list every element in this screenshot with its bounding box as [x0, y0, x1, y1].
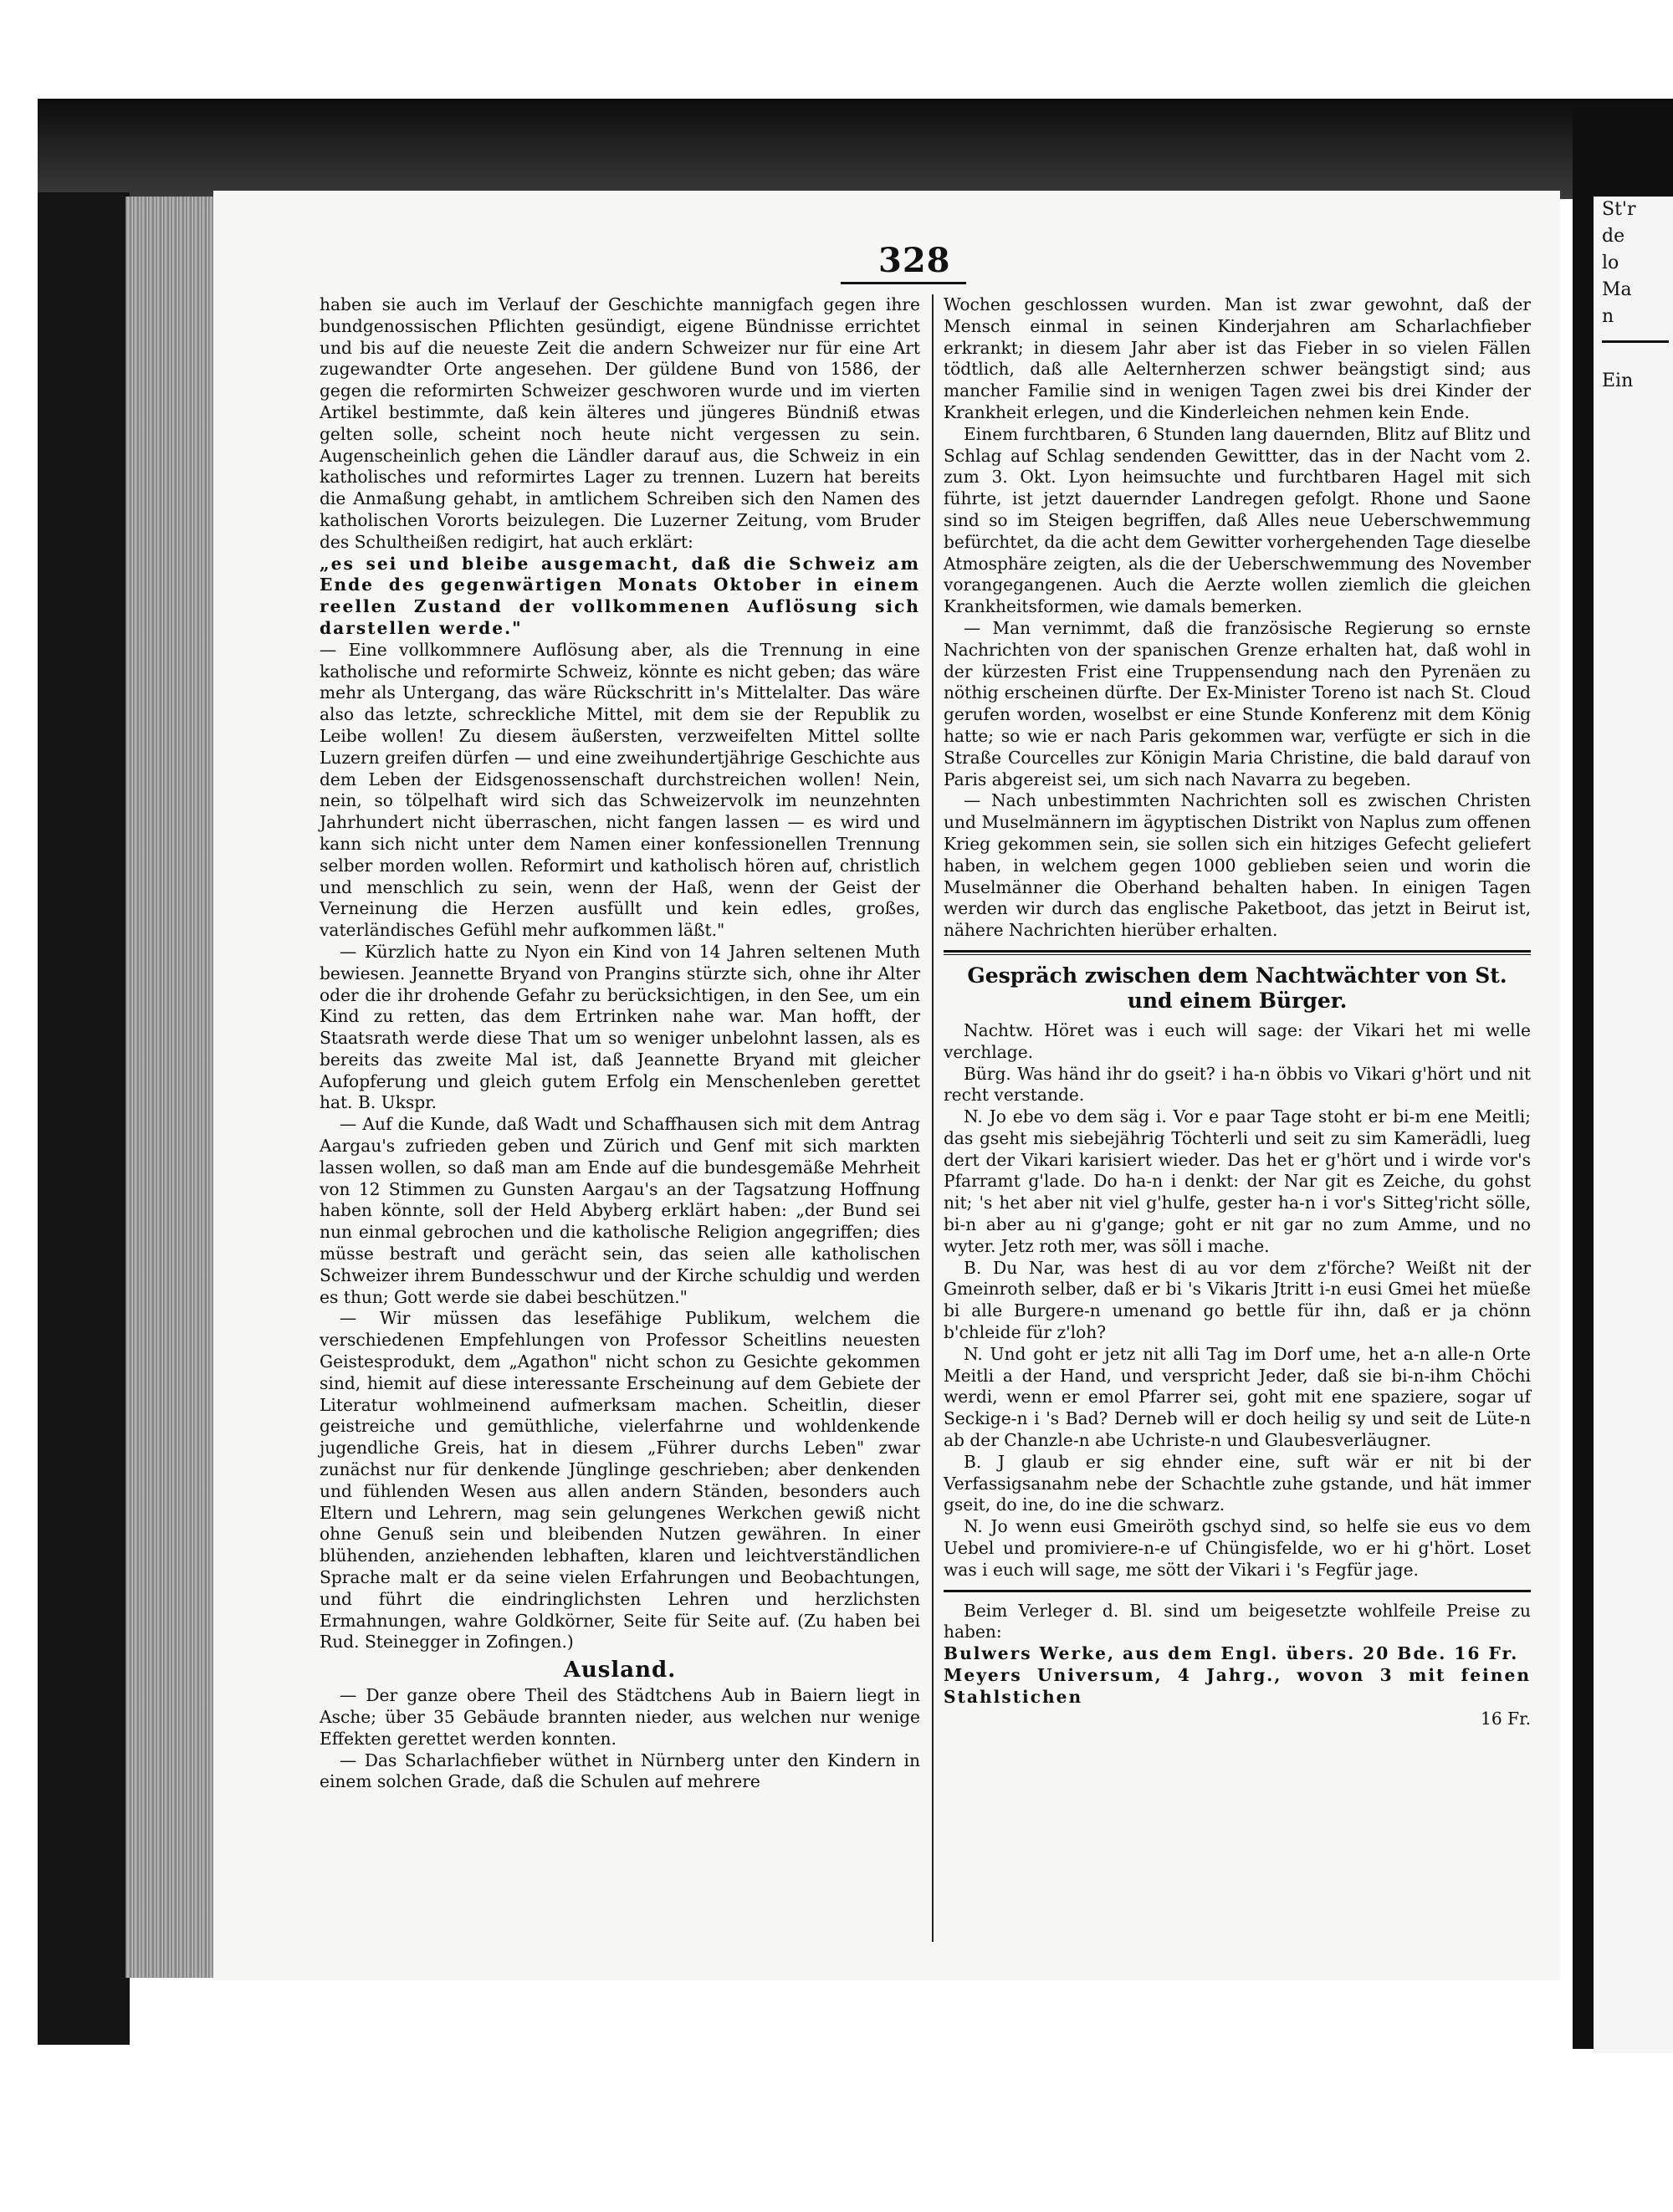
article-paragraph: Wochen geschlossen wurden. Man ist zwar gewohnt, daß der Mensch einmal in seinen Kinderjahren am Scharlachfieber erkrankt; in diesem Jahr aber ist das Fieber in so vielen Fällen tödtlich, daß alle Aelternherzen schwer beängstigt sind; aus mancher Familie sind in wenigen Tagen zwei bis drei Kinder der Krankheit erlegen, und die Kinderleichen nehmen kein Ende. [944, 294, 1531, 422]
dialogue-line: N. Jo wenn eusi Gmeiröth gschyd sind, so helfe sie eus vo dem Uebel und promiviere-n-e uf Chüngisfelde, wo er hi g'hört. Loset was i euch will sage, me sött der Vikari i 's Fegfür jage. [944, 1516, 1531, 1580]
scanner-shadow-left [38, 192, 130, 2045]
dialogue-line: Bürg. Was händ ihr do gseit? i ha-n öbbis vo Vikari g'hört und nit recht verstande. [944, 1063, 1531, 1106]
next-page-line: Ein [1602, 370, 1634, 391]
news-item: — Der ganze obere Theil des Städtchens Aub in Baiern liegt in Asche; über 35 Gebäude brannten nieder, aus welchen nur wenige Effekten gerettet werden konnten. [320, 1685, 920, 1749]
page-number: 328 [878, 241, 951, 280]
article-paragraph: haben sie auch im Verlauf der Geschichte mannigfach gegen ihre bundgenossischen Pflichten gesündigt, eigene Bündnisse errichtet und bis auf die neueste Zeit die andern Schweizer nur für eine Art zugewandter Orte angesehen. Der güldene Bund von 1586, der gegen die reformirten Schweizer geschworen wurde und im vierten Artikel bestimmte, daß kein älteres und jüngeres Bündniß etwas gelten solle, scheint noch heute nicht vergessen zu sein. Augenscheinlich gehen die Ländler darauf aus, die Schweiz in ein katholisches und reformirtes Lager zu trennen. Luzern hat bereits die Anmaßung gehabt, in amtlichem Schreiben sich den Namen des katholischen Vororts beizulegen. Die Luzerner Zeitung, vom Bruder des Schultheißen redigirt, hat auch erklärt: [320, 294, 920, 552]
advertisement-item: Bulwers Werke, aus dem Engl. übers. 20 Bde. 16 Fr. [944, 1643, 1519, 1664]
quoted-statement: „es sei und bleibe ausgemacht, daß die Schweiz am Ende des gegenwärtigen Monats Oktober in einem reellen Zustand der vollkommenen Auflösung sich darstellen werde." [320, 553, 920, 638]
advertisement-separator [944, 1590, 1531, 1592]
left-column [320, 294, 920, 1793]
page-number-rule [841, 282, 966, 284]
article-paragraph: — Auf die Kunde, daß Wadt und Schaffhausen sich mit dem Antrag Aargau's zufrieden geben und Zürich und Genf mit sich markten lassen wollen, so daß man am Ende auf die bundesgemäße Mehrheit von 12 Stimmen zu Gunsten Aargau's an der Tagsatzung Hoffnung haben könnte, soll der Held Abyberg erklärt haben: „der Bund sei nun einmal gebrochen und die katholische Religion angegriffen; dies müsse bestraft und gerächt sein, das seien alle katholischen Schweizer ihrem Bundesschwur und der Kirche schuldig und werden es thun; Gott werde sie dabei beschützen." [320, 1114, 920, 1307]
next-page-line: St'r [1602, 199, 1636, 220]
article-paragraph: — Eine vollkommnere Auflösung aber, als die Trennung in eine katholische und reformirte Schweiz, könnte es nicht geben; das wäre mehr als Untergang, das wäre Rückschritt in's Mittelalter. Das wäre also das letzte, schreckliche Mittel, mit dem sie der Republik zu Leibe wollen! Zu diesem äußersten, verzweifelten Mittel sollte Luzern greifen dürfen — und eine zweihundertjährige Geschichte aus dem Leben der Eidsgenossenschaft durchstreichen wollen! Nein, nein, so tölpelhaft wird sich das Schweizervolk im neunzehnten Jahrhundert nicht überraschen, nicht fangen lassen — es wird und kann sich nicht unter dem Namen einer konfessionellen Trennung selber morden wollen. Reformirt und katholisch hören auf, christlich und menschlich zu sein, wenn der Haß, wenn der Geist der Verneinung die Herzen ausfüllt und kein edles, großes, vaterländisches Gefühl mehr aufkommen läßt." [320, 639, 920, 941]
section-heading-ausland: Ausland. [563, 1658, 677, 1683]
dialogue-line: N. Jo ebe vo dem säg i. Vor e paar Tage stoht er bi-m ene Meitli; das gseht mis siebejährig Töchterli und seit zu sim Kamerädli, lueg dert der Vikari karisiert wieder. Das het er g'hört und i wirde vor's Pfarramt g'lade. Do ha-n i denkt: der Nar git es Zeiche, du gohst nit; 's het aber nit viel g'hulfe, gester ha-n i vor's Sitteg'richt sölle, bi-n aber au ni g'gange; goht er nit gar no zum Amme, und no wyter. Jetz roth mer, was söll i mache. [944, 1106, 1531, 1256]
next-page-rule [1602, 340, 1669, 343]
advertisement-price: 16 Fr. [1481, 1708, 1531, 1729]
article-paragraph: — Nach unbestimmten Nachrichten soll es zwischen Christen und Muselmännern im ägyptischen Distrikt von Naplus zum offenen Krieg gekommen sein, sie sollen sich ein hitziges Gefecht geliefert haben, in welchem gegen 1000 geblieben seien und worin die Muselmänner die Oberhand behalten haben. In einigen Tagen werden wir durch das englische Paketboot, das jetzt in Beirut ist, nähere Nachrichten hierüber erhalten. [944, 790, 1531, 941]
article-paragraph: — Kürzlich hatte zu Nyon ein Kind von 14 Jahren seltenen Muth bewiesen. Jeannette Bryand von Prangins stürzte sich, ohne ihr Alter oder die ihr drohende Gefahr zu berücksichtigen, in den See, um ein Kind zu retten, das dem Ertrinken nahe war. Man hofft, der Staatsrath werde diese That um so weniger unbelohnt lassen, als es bereits das zweite Mal ist, daß Jeannette Bryand mit gleicher Aufopferung und gleich gutem Erfolg ein Menschenleben gerettet hat. B. Ukspr. [320, 941, 920, 1113]
dialogue-line: B. Du Nar, was hest di au vor dem z'förche? Weißt nit der Gmeinroth selber, daß er bi 's Vikaris Jtritt i-n eusi Gmei het müeße bi alle Burgere-n umenand go bettle für ihn, daß er ja chönn b'chleide für z'loh? [944, 1257, 1531, 1343]
advertisement-item: Meyers Universum, 4 Jahrg., wovon 3 mit feinen Stahlstichen [944, 1665, 1531, 1707]
article-separator [944, 950, 1531, 955]
advertisement-intro: Beim Verleger d. Bl. sind um beigesetzte wohlfeile Preise zu haben: [944, 1600, 1531, 1642]
article-paragraph: Einem furchtbaren, 6 Stunden lang dauernden, Blitz auf Blitz und Schlag auf Schlag sendenden Gewittter, das in der Nacht vom 2. zum 3. Okt. Lyon heimsuchte und furchtbaren Hagel mit sich führte, ist jetzt dauernder Landregen gefolgt. Rhone und Saone sind so im Steigen begriffen, daß Alles neue Ueberschwemmung befürchtet, da die acht dem Gewitter vorhergehenden Tage dieselbe Atmosphäre zeigten, als die der Ueberschwemmung des November vorangegangenen. Auch die Aerzte wollen ziemlich die gleichen Krankheitsformen, wie damals bemerken. [944, 423, 1531, 617]
next-page-fragment [1594, 197, 1673, 2053]
next-page-line: n [1602, 306, 1614, 327]
book-page-edges [125, 197, 222, 1978]
article-paragraph: — Man vernimmt, daß die französische Regierung so ernste Nachrichten von der spanischen Grenze erhalten hat, daß wohl in der kürzesten Frist eine Truppensendung nach den Pyrenäen zu nöthig erscheinen dürfte. Der Ex-Minister Toreno ist nach St. Cloud gerufen worden, woselbst er eine Stunde Konferenz mit dem König hatte; so wie er nach Paris gekommen war, verfügte er sich in die Straße Courcelles zur Königin Maria Christine, die bald darauf von Paris abgereist sei, um sich nach Navarra zu begeben. [944, 617, 1531, 789]
dialogue-line: N. Und goht er jetz nit alli Tag im Dorf ume, het a-n alle-n Orte Meitli a der Hand, und verspricht Jeder, daß sie bi-n-ihm Chöchi werdi, wenn er emol Pfarrer sei, goht mit ene spaziere, sogar uf Seckige-n i 's Bad? Derneb will er doch heilig sy und seit de Lüte-n ab der Chanzle-n abe Uchriste-n und Glaubesverläugner. [944, 1343, 1531, 1451]
dialogue-line: Nachtw. Höret was i euch will sage: der Vikari het mi welle verchlage. [944, 1019, 1531, 1062]
news-item: — Das Scharlachfieber wüthet in Nürnberg unter den Kindern in einem solchen Grade, daß die Schulen auf mehrere [320, 1750, 920, 1792]
dialogue-heading: Gespräch zwischen dem Nachtwächter von St. und einem Bürger. [967, 963, 1507, 1013]
scanner-shadow-top [38, 99, 1673, 199]
article-paragraph: — Wir müssen das lesefähige Publikum, welchem die verschiedenen Empfehlungen von Professor Scheitlins neuesten Geistesprodukt, dem „Agathon" nicht schon zu Gesichte gekommen sind, hiemit auf diese interessante Erscheinung auf dem Gebiete der Literatur wohlmeinend aufmerksam machen. Scheitlin, dieser geistreiche und gemüthliche, vielerfahrne und wohldenkende jugendliche Greis, hat in diesem „Führer durchs Leben" zwar zunächst nur für denkende Jünglinge geschrieben; aber denkenden und fühlenden Wesen aus allen andern Ständen, besonders auch Eltern und Lehrern, mag sein gelungenes Werkchen gewiß nicht ohne Genuß sein und bleibenden Nutzen gewähren. In einer blühenden, anziehenden lebhaften, klaren und leichtverständlichen Sprache malt er da seine vielen Erfahrungen und Beobachtungen, und führt die eindringlichsten Lehren und herzlichsten Ermahnungen, wahre Goldkörner, Seite für Seite auf. (Zu haben bei Rud. Steinegger in Zofingen.) [320, 1308, 920, 1653]
right-column [944, 294, 1531, 1729]
next-page-line: lo [1602, 253, 1619, 273]
dialogue-line: B. J glaub er sig ehnder eine, suft wär er nit bi der Verfassigsanahm nebe der Schachtle zuhe gstande, und hät immer gseit, do ine, do ine die schwarz. [944, 1451, 1531, 1515]
next-page-line: de [1602, 226, 1625, 247]
next-page-line: Ma [1602, 279, 1632, 300]
column-divider [932, 294, 934, 1942]
